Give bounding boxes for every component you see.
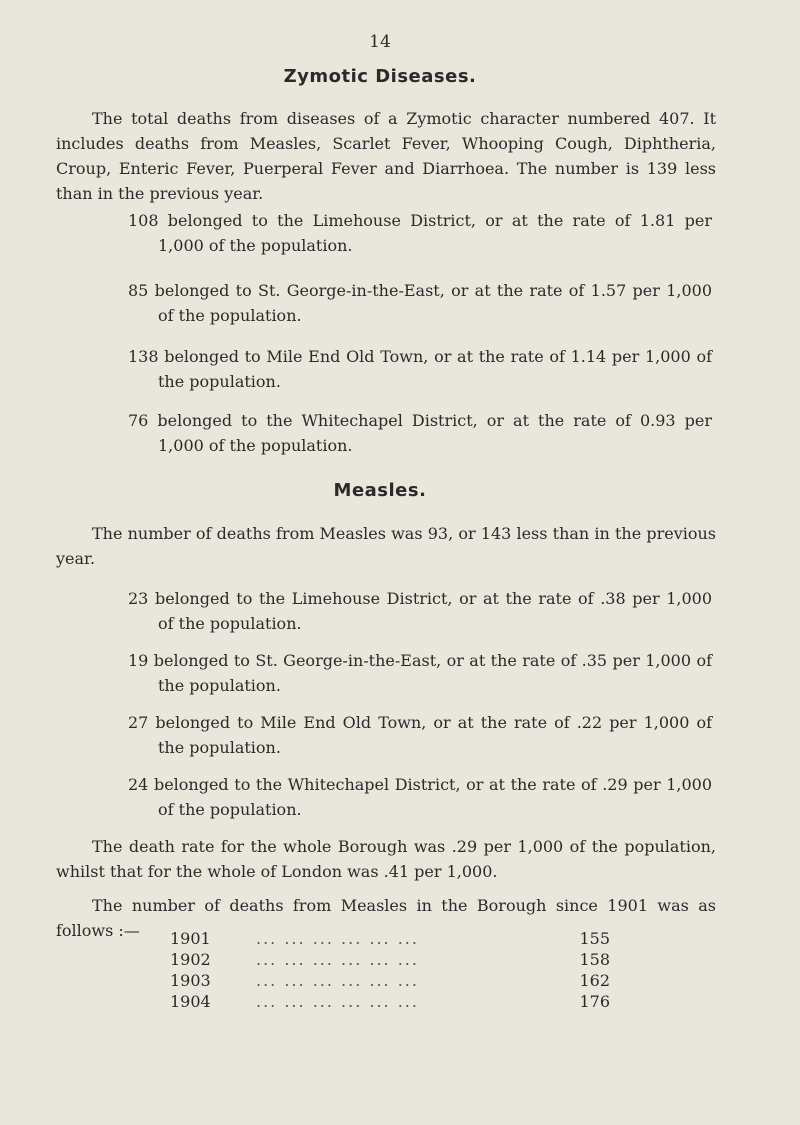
page-number: 14 [369, 32, 391, 52]
zymotic-entry-limehouse: 108 belonged to the Limehouse District, or at the rate of 1.81 per 1,000 of the population. [128, 211, 712, 255]
zymotic-intro: The total deaths from diseases of a Zymotic character numbered 407. It includes deaths from Measles, Scarlet Fever, Whooping Cough, Diphtheria, Croup, Enteric Fever, Puerperal Fever and Diarrhoea. The number is 139 less than in the previous year. [56, 109, 716, 203]
table-leader-dots: ... ... ... ... ... ... [256, 929, 419, 948]
measles-entry-whitechapel: 24 belonged to the Whitechapel District, or at the rate of .29 per 1,000 of the population. [128, 775, 712, 819]
borough-rate-text: The death rate for the whole Borough was .29 per 1,000 of the population, whilst that for the whole of London was .41 per 1,000. [56, 837, 716, 881]
table-year: 1904 [170, 992, 211, 1011]
table-row [170, 949, 610, 970]
zymotic-entry-whitechapel: 76 belonged to the Whitechapel District, or at the rate of 0.93 per 1,000 of the population. [128, 411, 712, 455]
table-leader-dots: ... ... ... ... ... ... [256, 971, 419, 990]
zymotic-entry-mile-end: 138 belonged to Mile End Old Town, or at the rate of 1.14 per 1,000 of the population. [128, 347, 712, 391]
measles-entry-st-george: 19 belonged to St. George-in-the-East, or at the rate of .35 per 1,000 of the population. [128, 651, 712, 695]
measles-entry-mile-end: 27 belonged to Mile End Old Town, or at the rate of .22 per 1,000 of the population. [128, 713, 712, 757]
measles-deaths-table [170, 928, 610, 1012]
zymotic-heading: Zymotic Diseases. [283, 66, 477, 87]
measles-heading: Measles. [333, 480, 427, 501]
table-row [170, 928, 610, 949]
zymotic-entry-st-george: 85 belonged to St. George-in-the-East, or at the rate of 1.57 per 1,000 of the population. [128, 281, 712, 325]
measles-entry-limehouse: 23 belonged to the Limehouse District, or at the rate of .38 per 1,000 of the population. [128, 589, 712, 633]
table-leader-dots: ... ... ... ... ... ... [256, 992, 419, 1011]
measles-intro: The number of deaths from Measles was 93, or 143 less than in the previous year. [56, 524, 716, 568]
table-row [170, 970, 610, 991]
table-value: 176 [579, 992, 610, 1011]
table-row [170, 991, 610, 1012]
table-leader-dots: ... ... ... ... ... ... [256, 950, 419, 969]
table-value: 162 [579, 971, 610, 990]
table-intro: The number of deaths from Measles in the Borough since 1901 was as follows :— [56, 896, 716, 940]
table-year: 1901 [170, 929, 211, 948]
table-value: 155 [579, 929, 610, 948]
table-year: 1902 [170, 950, 211, 969]
table-year: 1903 [170, 971, 211, 990]
table-value: 158 [579, 950, 610, 969]
